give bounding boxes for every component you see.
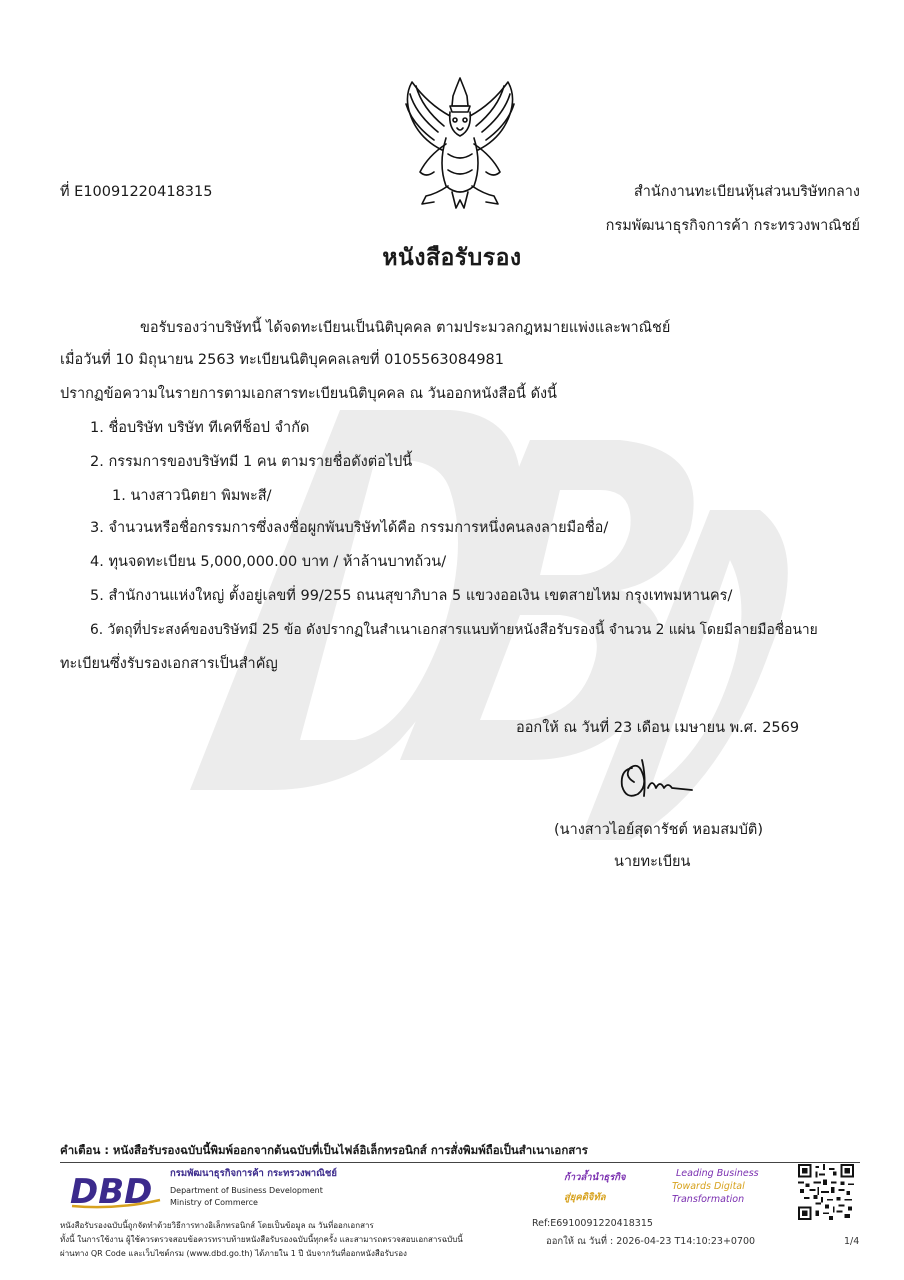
item-director-1: 1. นางสาวนิตยา พิมพะสี/ bbox=[112, 488, 272, 504]
slogan-en-1: Leading Business bbox=[676, 1168, 759, 1179]
reference-number: Ref:E6910091220418315 bbox=[532, 1218, 653, 1229]
item-company-name: 1. ชื่อบริษัท บริษัท ทีเคทีช็อป จำกัด bbox=[90, 420, 310, 436]
item-head-office: 5. สำนักงานแห่งใหญ่ ตั้งอยู่เลขที่ 99/255 ถนนสุขาภิบาล 5 แขวงออเงิน เขตสายไหม กรุงเทพมหานคร/ bbox=[90, 588, 733, 604]
signer-name: (นางสาวไอย์สุดารัชต์ หอมสมบัติ) bbox=[554, 822, 763, 838]
footer-divider bbox=[60, 1162, 860, 1163]
ministry-name-en: Ministry of Commerce bbox=[170, 1198, 258, 1207]
item-registered-capital: 4. ทุนจดทะเบียน 5,000,000.00 บาท / ห้าล้านบาทถ้วน/ bbox=[90, 554, 447, 570]
footer-note-1: หนังสือรับรองฉบับนี้ถูกจัดทำด้วยวิธีการทางอิเล็กทรอนิกส์ โดยเป็นข้อมูล ณ วันที่ออกเอกสาร bbox=[60, 1221, 374, 1230]
office-name: สำนักงานทะเบียนหุ้นส่วนบริษัทกลาง bbox=[633, 184, 860, 200]
dbd-logo-text: DBD bbox=[70, 1172, 153, 1210]
intro-line-1: ขอรับรองว่าบริษัทนี้ ได้จดทะเบียนเป็นนิติบุคคล ตามประมวลกฎหมายแพ่งและพาณิชย์ bbox=[140, 320, 671, 336]
footer-warning bbox=[60, 1142, 588, 1160]
item-authorized-signers: 3. จำนวนหรือชื่อกรรมการซึ่งลงชื่อผูกพันบริษัทได้คือ กรรมการหนึ่งคนลงลายมือชื่อ/ bbox=[90, 520, 609, 536]
document-number: ที่ E10091220418315 bbox=[60, 184, 213, 200]
slogan-en-3: Transformation bbox=[672, 1194, 745, 1205]
issue-date: ออกให้ ณ วันที่ 23 เดือน เมษายน พ.ศ. 2569 bbox=[516, 720, 800, 736]
item-directors: 2. กรรมการของบริษัทมี 1 คน ตามรายชื่อดังต่อไปนี้ bbox=[90, 454, 413, 470]
ministry-name: กรมพัฒนาธุรกิจการค้า กระทรวงพาณิชย์ bbox=[605, 218, 860, 234]
slogan-en-2: Towards Digital bbox=[672, 1181, 745, 1192]
intro-line-2: เมื่อวันที่ 10 มิถุนายน 2563 ทะเบียนนิติบุคคลเลขที่ 0105563084981 bbox=[60, 352, 505, 368]
slogan-thai-1: ก้าวล้ำนำธุรกิจ bbox=[564, 1172, 626, 1183]
footer-note-3: ผ่านทาง QR Code และเว็บไซต์กรม (www.dbd.go.th) ได้ภายใน 1 ปี นับจากวันที่ออกหนังสือรับรอง bbox=[60, 1249, 407, 1258]
dept-name-en: Department of Business Development bbox=[170, 1186, 323, 1195]
verification-qr-code[interactable] bbox=[798, 1164, 854, 1220]
dbd-logo bbox=[68, 1170, 164, 1210]
item-objectives-cont: ทะเบียนซึ่งรับรองเอกสารเป็นสำคัญ bbox=[60, 656, 278, 672]
dept-name-thai: กรมพัฒนาธุรกิจการค้า กระทรวงพาณิชย์ bbox=[170, 1168, 337, 1179]
registrar-signature bbox=[612, 756, 702, 806]
page-number: 1/4 bbox=[844, 1236, 860, 1247]
garuda-emblem bbox=[398, 74, 522, 212]
slogan-thai-2: สู่ยุคดิจิทัล bbox=[564, 1192, 606, 1203]
document-title: หนังสือรับรอง bbox=[382, 245, 522, 271]
intro-line-3: ปรากฏข้อความในรายการตามเอกสารทะเบียนนิติบุคคล ณ วันออกหนังสือนี้ ดังนี้ bbox=[60, 386, 557, 402]
item-objectives: 6. วัตถุที่ประสงค์ของบริษัทมี 25 ข้อ ดังปรากฏในสำเนาเอกสารแนบท้ายหนังสือรับรองนี้ จำนวน 2 แผ่น โดยมีลายมือชื่อนาย bbox=[90, 622, 818, 638]
footer-warning-text: คำเตือน : หนังสือรับรองฉบับนี้พิมพ์ออกจากต้นฉบับที่เป็นไฟล์อิเล็กทรอนิกส์ การสั่งพิมพ์ถือเป็นสำเนาเอกสาร bbox=[60, 1143, 588, 1157]
footer-note-2: ทั้งนี้ ในการใช้งาน ผู้ใช้ควรตรวจสอบข้อควรทราบท้ายหนังสือรับรองฉบับนี้ทุกครั้ง และสามารถตรวจสอบเอกสารฉบับนี้ bbox=[60, 1235, 463, 1244]
signer-title: นายทะเบียน bbox=[614, 854, 691, 870]
issued-timestamp: ออกให้ ณ วันที่ : 2026-04-23 T14:10:23+0700 bbox=[546, 1236, 756, 1247]
